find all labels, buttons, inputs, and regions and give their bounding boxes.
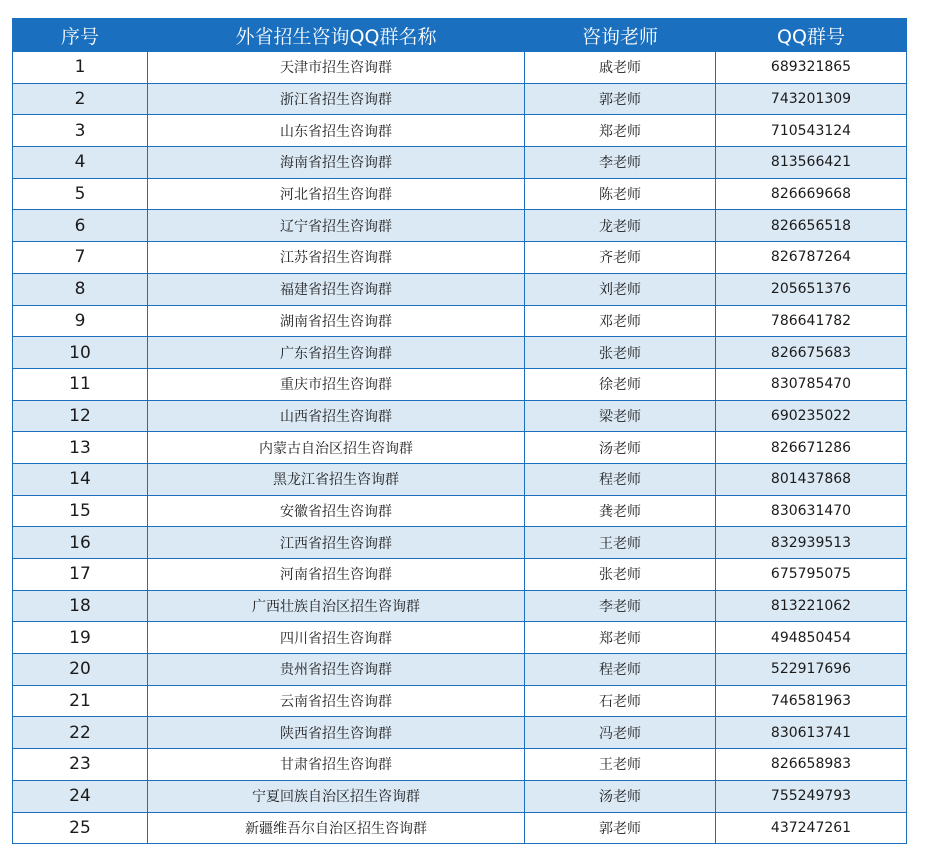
cell-group-name: 甘肃省招生咨询群 [148, 749, 525, 781]
cell-qq-number: 755249793 [716, 780, 907, 812]
cell-index: 25 [13, 812, 148, 844]
cell-teacher: 梁老师 [525, 400, 716, 432]
qq-group-table-container [12, 18, 906, 844]
table-row [13, 749, 907, 781]
table-row [13, 622, 907, 654]
cell-qq-number: 826669668 [716, 178, 907, 210]
cell-group-name: 重庆市招生咨询群 [148, 368, 525, 400]
cell-teacher: 李老师 [525, 147, 716, 179]
cell-qq-number: 826658983 [716, 749, 907, 781]
cell-qq-number: 826787264 [716, 242, 907, 274]
cell-qq-number: 813566421 [716, 147, 907, 179]
cell-index: 11 [13, 368, 148, 400]
cell-teacher: 刘老师 [525, 273, 716, 305]
table-row [13, 305, 907, 337]
cell-qq-number: 830785470 [716, 368, 907, 400]
cell-teacher: 郑老师 [525, 622, 716, 654]
table-row [13, 400, 907, 432]
table-row [13, 654, 907, 686]
cell-qq-number: 826656518 [716, 210, 907, 242]
cell-teacher: 齐老师 [525, 242, 716, 274]
table-row [13, 147, 907, 179]
cell-group-name: 云南省招生咨询群 [148, 685, 525, 717]
cell-index: 3 [13, 115, 148, 147]
cell-group-name: 江西省招生咨询群 [148, 527, 525, 559]
table-row [13, 242, 907, 274]
cell-teacher: 郭老师 [525, 83, 716, 115]
cell-qq-number: 830631470 [716, 495, 907, 527]
table-row [13, 780, 907, 812]
cell-qq-number: 690235022 [716, 400, 907, 432]
table-row [13, 527, 907, 559]
header-group-name: 外省招生咨询QQ群名称 [148, 19, 525, 52]
cell-teacher: 汤老师 [525, 780, 716, 812]
cell-teacher: 郑老师 [525, 115, 716, 147]
table-row [13, 812, 907, 844]
cell-teacher: 程老师 [525, 463, 716, 495]
cell-index: 22 [13, 717, 148, 749]
cell-teacher: 郭老师 [525, 812, 716, 844]
cell-index: 17 [13, 559, 148, 591]
cell-group-name: 陕西省招生咨询群 [148, 717, 525, 749]
cell-qq-number: 689321865 [716, 52, 907, 84]
cell-teacher: 龙老师 [525, 210, 716, 242]
table-row [13, 273, 907, 305]
cell-index: 16 [13, 527, 148, 559]
cell-qq-number: 746581963 [716, 685, 907, 717]
cell-index: 18 [13, 590, 148, 622]
table-row [13, 178, 907, 210]
cell-group-name: 浙江省招生咨询群 [148, 83, 525, 115]
cell-group-name: 福建省招生咨询群 [148, 273, 525, 305]
cell-teacher: 石老师 [525, 685, 716, 717]
cell-index: 12 [13, 400, 148, 432]
table-row [13, 559, 907, 591]
cell-group-name: 广东省招生咨询群 [148, 337, 525, 369]
cell-teacher: 戚老师 [525, 52, 716, 84]
cell-index: 23 [13, 749, 148, 781]
table-row [13, 83, 907, 115]
cell-teacher: 李老师 [525, 590, 716, 622]
table-row [13, 210, 907, 242]
cell-group-name: 新疆维吾尔自治区招生咨询群 [148, 812, 525, 844]
cell-index: 20 [13, 654, 148, 686]
cell-group-name: 海南省招生咨询群 [148, 147, 525, 179]
cell-group-name: 湖南省招生咨询群 [148, 305, 525, 337]
cell-index: 9 [13, 305, 148, 337]
cell-teacher: 邓老师 [525, 305, 716, 337]
table-row [13, 52, 907, 84]
cell-group-name: 山西省招生咨询群 [148, 400, 525, 432]
cell-index: 13 [13, 432, 148, 464]
cell-teacher: 王老师 [525, 527, 716, 559]
cell-qq-number: 830613741 [716, 717, 907, 749]
cell-index: 14 [13, 463, 148, 495]
table-row [13, 463, 907, 495]
table-row [13, 495, 907, 527]
cell-group-name: 辽宁省招生咨询群 [148, 210, 525, 242]
cell-group-name: 贵州省招生咨询群 [148, 654, 525, 686]
cell-qq-number: 743201309 [716, 83, 907, 115]
header-index: 序号 [13, 19, 148, 52]
cell-qq-number: 801437868 [716, 463, 907, 495]
cell-group-name: 宁夏回族自治区招生咨询群 [148, 780, 525, 812]
header-qq-number: QQ群号 [716, 19, 907, 52]
cell-index: 1 [13, 52, 148, 84]
cell-index: 4 [13, 147, 148, 179]
cell-qq-number: 437247261 [716, 812, 907, 844]
cell-qq-number: 675795075 [716, 559, 907, 591]
cell-index: 15 [13, 495, 148, 527]
table-row [13, 368, 907, 400]
table-row [13, 432, 907, 464]
cell-index: 10 [13, 337, 148, 369]
cell-group-name: 安徽省招生咨询群 [148, 495, 525, 527]
cell-qq-number: 710543124 [716, 115, 907, 147]
qq-group-table [12, 18, 907, 844]
table-row [13, 115, 907, 147]
cell-index: 19 [13, 622, 148, 654]
cell-group-name: 内蒙古自治区招生咨询群 [148, 432, 525, 464]
header-teacher: 咨询老师 [525, 19, 716, 52]
cell-index: 2 [13, 83, 148, 115]
cell-index: 5 [13, 178, 148, 210]
cell-qq-number: 494850454 [716, 622, 907, 654]
cell-index: 24 [13, 780, 148, 812]
table-row [13, 685, 907, 717]
cell-group-name: 四川省招生咨询群 [148, 622, 525, 654]
cell-group-name: 江苏省招生咨询群 [148, 242, 525, 274]
cell-group-name: 山东省招生咨询群 [148, 115, 525, 147]
cell-group-name: 河北省招生咨询群 [148, 178, 525, 210]
cell-teacher: 徐老师 [525, 368, 716, 400]
cell-teacher: 龚老师 [525, 495, 716, 527]
table-header-row [13, 19, 907, 52]
table-row [13, 337, 907, 369]
cell-qq-number: 826671286 [716, 432, 907, 464]
table-row [13, 717, 907, 749]
cell-teacher: 冯老师 [525, 717, 716, 749]
cell-teacher: 张老师 [525, 337, 716, 369]
cell-group-name: 黑龙江省招生咨询群 [148, 463, 525, 495]
cell-index: 21 [13, 685, 148, 717]
cell-qq-number: 522917696 [716, 654, 907, 686]
cell-qq-number: 786641782 [716, 305, 907, 337]
table-row [13, 590, 907, 622]
cell-group-name: 河南省招生咨询群 [148, 559, 525, 591]
cell-index: 7 [13, 242, 148, 274]
cell-index: 8 [13, 273, 148, 305]
cell-teacher: 程老师 [525, 654, 716, 686]
cell-index: 6 [13, 210, 148, 242]
cell-qq-number: 832939513 [716, 527, 907, 559]
cell-qq-number: 813221062 [716, 590, 907, 622]
cell-teacher: 陈老师 [525, 178, 716, 210]
cell-qq-number: 826675683 [716, 337, 907, 369]
cell-teacher: 汤老师 [525, 432, 716, 464]
cell-group-name: 广西壮族自治区招生咨询群 [148, 590, 525, 622]
cell-teacher: 张老师 [525, 559, 716, 591]
cell-qq-number: 205651376 [716, 273, 907, 305]
cell-group-name: 天津市招生咨询群 [148, 52, 525, 84]
cell-teacher: 王老师 [525, 749, 716, 781]
